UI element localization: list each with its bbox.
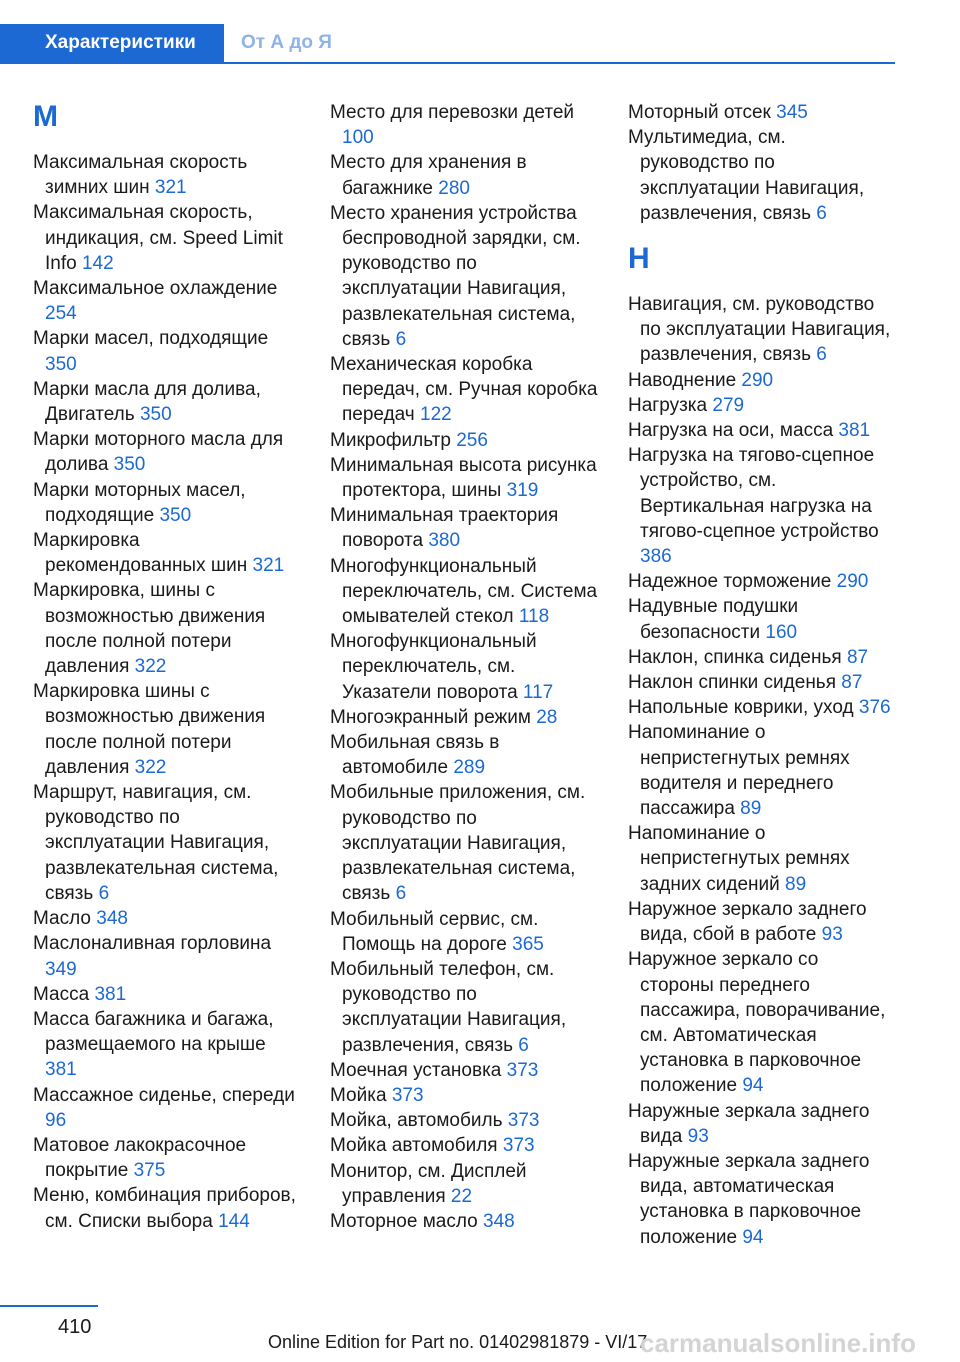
entry-text: Моторный отсек [628, 102, 771, 123]
entry-text: Моечная установка [330, 1059, 502, 1081]
index-entry [33, 1007, 301, 1083]
entry-text: Механическая коробка передач, см. Ручная коробка передач [330, 354, 598, 426]
index-entry [330, 1108, 598, 1133]
index-entry [33, 780, 301, 906]
entry-text: Многофункциональный переключатель, см. Система омывателей стекол [330, 555, 598, 628]
entry-text: Массажное сиденье, спереди [33, 1084, 295, 1106]
index-entry [628, 645, 896, 670]
index-entry [628, 594, 896, 644]
page-link[interactable]: 6 [98, 882, 110, 904]
page-link[interactable]: 279 [712, 394, 745, 416]
index-entry [628, 393, 896, 418]
entry-text: Марки моторных масел, подходящие [33, 479, 246, 526]
page-link[interactable]: 122 [420, 404, 452, 426]
page-link[interactable]: 28 [536, 706, 558, 728]
page-link[interactable]: 290 [836, 571, 869, 593]
entry-text: Меню, комбинация приборов, см. Списки выбора [33, 1185, 296, 1232]
page-link[interactable]: 160 [765, 621, 798, 643]
index-entry [628, 418, 896, 443]
entry-text: Навигация, см. руководство по эксплуатации Навигация, развлечения, связь [628, 294, 891, 366]
index-entry [33, 478, 301, 528]
page-link[interactable]: 93 [687, 1125, 709, 1147]
page-link[interactable]: 256 [456, 429, 488, 451]
page-link[interactable]: 87 [846, 646, 869, 668]
entry-text: Место для хранения в багажнике [330, 152, 527, 199]
page-link[interactable]: 94 [742, 1226, 764, 1248]
page-link[interactable]: 319 [506, 480, 539, 502]
entry-text: Масса багажника и багажа, размещаемого на крыше [33, 1008, 274, 1056]
index-entry [33, 427, 301, 477]
index-entry [628, 1099, 896, 1149]
index-entry [33, 982, 301, 1007]
page-link[interactable]: 6 [395, 328, 407, 350]
page-link[interactable]: 321 [154, 177, 187, 199]
page-link[interactable]: 94 [742, 1075, 764, 1097]
index-entry [628, 569, 896, 594]
page-link[interactable]: 290 [741, 369, 774, 391]
index-entry [330, 1133, 598, 1158]
entry-text: Мойка [330, 1084, 387, 1106]
page-link[interactable]: 96 [45, 1109, 67, 1131]
entry-text: Наводнение [628, 369, 737, 391]
index-column-2 [330, 100, 598, 1234]
page-link[interactable]: 322 [134, 656, 167, 678]
entry-text: Место хранения устройства беспроводной зарядки, см. руководство по эксплуатации Навигация, развлекательная система, связь [330, 202, 581, 350]
header-tab-bar [0, 24, 895, 64]
index-entry [628, 947, 896, 1098]
index-entry [33, 150, 301, 200]
entry-text: Масса [33, 983, 90, 1005]
entry-text: Маслоналивная горловина [33, 933, 272, 955]
page-link[interactable]: 373 [507, 1110, 540, 1132]
entry-text: Наклон спинки сиденья [628, 672, 836, 694]
entry-text: Напольные коврики, уход [628, 697, 854, 719]
page-link[interactable]: 22 [450, 1185, 473, 1207]
index-entry [330, 705, 598, 730]
page-link[interactable]: 350 [139, 404, 172, 426]
entry-text: Минимальная траектория поворота [330, 505, 559, 552]
page-link[interactable]: 118 [518, 606, 550, 628]
page-link[interactable]: 117 [522, 681, 554, 703]
index-entry [628, 125, 896, 226]
page-link[interactable]: 381 [838, 420, 871, 442]
index-entry [33, 377, 301, 427]
index-entry [330, 503, 598, 553]
entry-text: Мобильный телефон, см. руководство по эксплуатации Навигация, развлечения, связь [330, 958, 567, 1056]
entry-text: Нагрузка на оси, масса [628, 420, 834, 442]
page-link[interactable]: 6 [395, 883, 407, 905]
entry-text: Напоминание о непристегнутых ремнях задних сидений [628, 823, 850, 895]
index-entry [33, 1183, 301, 1233]
entry-text: Мультимедиа, см. руководство по эксплуатации Навигация, развлечения, связь [628, 127, 865, 224]
index-entry [33, 326, 301, 376]
index-entry [330, 428, 598, 453]
index-column-1 [33, 100, 301, 1234]
index-entry [330, 201, 598, 352]
index-entry [628, 292, 896, 368]
page-link[interactable]: 93 [821, 924, 843, 946]
page-link[interactable]: 322 [134, 756, 167, 778]
index-entry [330, 150, 598, 200]
entry-text: Матовое лакокрасочное покрытие [33, 1134, 247, 1182]
entry-text: Моторное масло [330, 1210, 478, 1232]
footer-rule [0, 1305, 98, 1307]
page-link[interactable]: 144 [218, 1210, 250, 1232]
index-column-3 [628, 100, 896, 1250]
page-link[interactable]: 350 [45, 353, 77, 375]
entry-text: Максимальное охлаждение [33, 278, 278, 300]
page-link[interactable]: 348 [483, 1210, 515, 1232]
index-entry [330, 907, 598, 957]
entry-text: Марки масел, подходящие [33, 328, 269, 350]
index-entry [330, 352, 598, 428]
entry-text: Наружные зеркала заднего вида [628, 1100, 870, 1147]
index-entry [330, 1083, 598, 1108]
page-link[interactable]: 89 [740, 798, 762, 820]
index-entry [330, 100, 598, 150]
index-entry [330, 453, 598, 503]
entry-text: Микрофильтр [330, 429, 451, 451]
entry-text: Максимальная скорость, индикация, см. Speed Limit Info [33, 202, 283, 274]
page-link[interactable]: 350 [159, 504, 192, 526]
index-entry [628, 670, 896, 695]
entry-text: Минимальная высота рисунка протектора, шины [330, 454, 597, 502]
index-entry [628, 443, 896, 569]
page-link[interactable]: 321 [252, 555, 285, 577]
index-entry [628, 695, 896, 720]
index-entry [330, 1058, 598, 1083]
index-entry [628, 100, 896, 125]
page-link[interactable]: 87 [841, 672, 863, 694]
entry-text: Наружное зеркало со стороны переднего пассажира, поворачивание, см. Автоматическая установка в парковочное положение [628, 949, 886, 1097]
entry-text: Наружные зеркала заднего вида, автоматическая установка в парковочное положение [628, 1150, 870, 1248]
index-entry [33, 528, 301, 578]
page-link[interactable]: 254 [45, 303, 77, 325]
entry-text: Надувные подушки безопасности [628, 596, 799, 643]
page-link[interactable]: 142 [81, 252, 114, 274]
entry-text: Марки масла для долива, Двигатель [33, 378, 261, 426]
tab-a-to-z[interactable]: От А до Я [241, 32, 332, 53]
page-link[interactable]: 350 [113, 454, 146, 476]
entry-text: Мобильные приложения, см. руководство по эксплуатации Навигация, развлекательная система, связь [330, 782, 586, 905]
index-entry [33, 1133, 301, 1183]
entry-text: Многофункциональный переключатель, см. Указатели поворота [330, 631, 537, 703]
entry-text: Мобильный сервис, см. Помощь на дороге [330, 908, 539, 955]
index-entry [33, 931, 301, 981]
page-link[interactable]: 6 [816, 344, 827, 366]
page-link[interactable]: 6 [518, 1034, 529, 1056]
index-entry [33, 200, 301, 276]
entry-text: Масло [33, 908, 91, 930]
index-entry [330, 730, 598, 780]
entry-text: Надежное торможение [628, 571, 832, 593]
index-entry [33, 679, 301, 780]
index-entry [33, 578, 301, 679]
entry-text: Место для перевозки детей [330, 102, 575, 123]
index-letter: Н [628, 242, 650, 276]
page-link[interactable]: 6 [816, 202, 827, 224]
page-link[interactable]: 386 [640, 546, 672, 568]
page-link[interactable]: 289 [453, 757, 486, 779]
entry-text: Многоэкранный режим [330, 706, 531, 728]
index-entry [628, 897, 896, 947]
entry-text: Мобильная связь в автомобиле [330, 732, 500, 779]
watermark: carmanualsonline.info [640, 1328, 916, 1358]
index-entry [33, 906, 301, 931]
entry-text: Максимальная скорость зимних шин [33, 152, 248, 199]
entry-text: Маркировка рекомендованных шин [33, 530, 248, 577]
index-entry [330, 554, 598, 630]
page-number: 410 [58, 1316, 92, 1338]
edition-note: Online Edition for Part no. 01402981879 - VI/17 [268, 1332, 648, 1352]
entry-text: Нагрузка на тягово-сцепное устройство, см. Вертикальная нагрузка на тягово-сцепное устройство [628, 445, 879, 542]
entry-text: Нагрузка [628, 394, 708, 416]
index-entry [628, 821, 896, 897]
entry-text: Наклон, спинка сиденья [628, 646, 842, 668]
entry-text: Марки моторного масла для долива [33, 429, 284, 476]
page-link[interactable]: 89 [785, 873, 807, 895]
page-link[interactable]: 375 [133, 1160, 166, 1182]
index-entry [628, 720, 896, 821]
index-entry [330, 780, 598, 906]
page-link[interactable]: 373 [506, 1059, 539, 1081]
entry-text: Маршрут, навигация, см. руководство по эксплуатации Навигация, развлекательная система, связь [33, 782, 279, 904]
entry-text: Монитор, см. Дисплей управления [330, 1160, 527, 1207]
page-link[interactable]: 381 [94, 983, 127, 1005]
entry-text: Напоминание о непристегнутых ремнях водителя и переднего пассажира [628, 722, 850, 820]
index-entry [628, 368, 896, 393]
index-entry [330, 1209, 598, 1234]
page-link[interactable]: 348 [96, 908, 128, 930]
page-link[interactable]: 345 [776, 102, 808, 123]
entry-text: Маркировка шины с возможностью движения после полной потери давления [33, 681, 266, 778]
page-link[interactable]: 376 [858, 697, 891, 719]
page-link[interactable]: 100 [342, 127, 374, 149]
tab-specifications[interactable]: Характеристики [0, 24, 224, 62]
page-link[interactable]: 380 [428, 530, 461, 552]
page-link[interactable]: 373 [391, 1084, 424, 1106]
page-link[interactable]: 373 [502, 1135, 535, 1157]
index-entry [33, 1083, 301, 1133]
index-entry [330, 629, 598, 705]
index-entry [628, 1149, 896, 1250]
index-letter: М [33, 100, 58, 133]
index-entry [330, 957, 598, 1058]
page-link[interactable]: 365 [512, 933, 544, 955]
entry-text: Мойка автомобиля [330, 1135, 498, 1157]
page-link[interactable]: 280 [438, 177, 470, 199]
page-link[interactable]: 349 [45, 958, 77, 980]
entry-text: Наружное зеркало заднего вида, сбой в работе [628, 898, 867, 946]
index-entry [33, 276, 301, 326]
page-link[interactable]: 381 [45, 1059, 77, 1081]
entry-text: Маркировка, шины с возможностью движения после полной потери давления [33, 580, 266, 678]
index-entry [330, 1159, 598, 1209]
entry-text: Мойка, автомобиль [330, 1110, 503, 1132]
